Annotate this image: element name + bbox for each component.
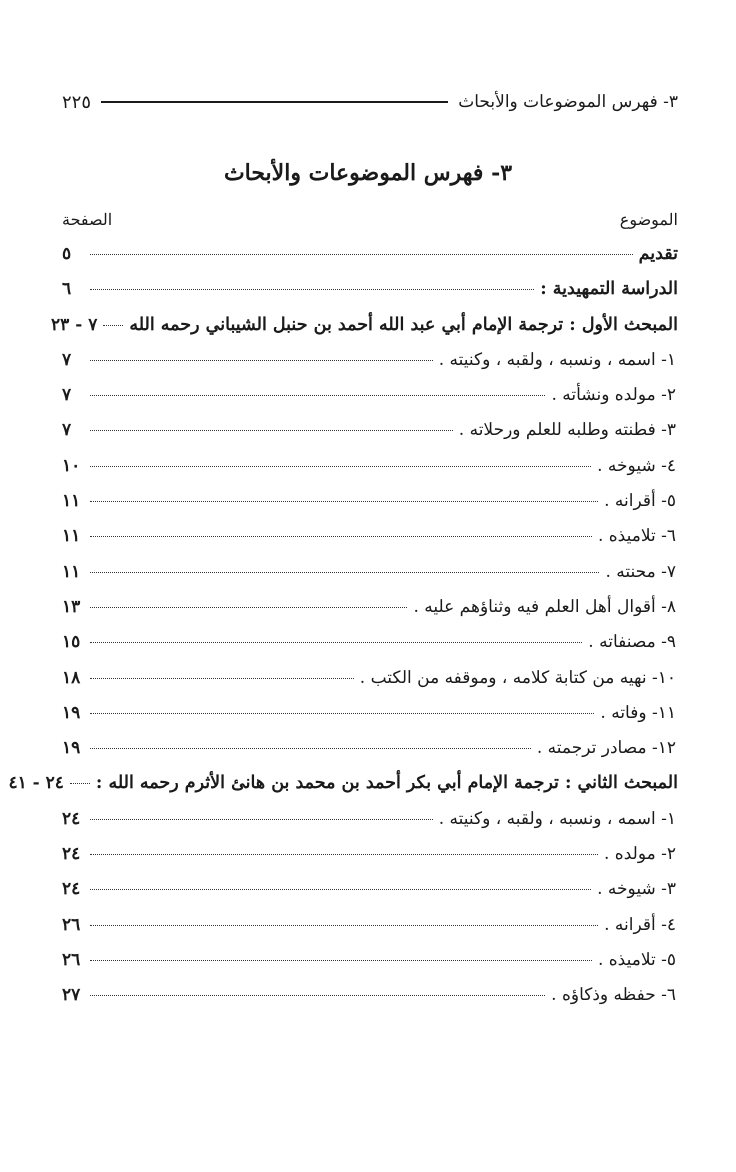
toc-entry-text: ١١- وفاته . xyxy=(600,702,676,723)
toc-entry-page: ٧ xyxy=(62,349,72,370)
toc-entry-text: ١- اسمه ، ونسبه ، ولقبه ، وكنيته . xyxy=(438,349,676,370)
dot-leader xyxy=(90,960,592,961)
running-head-rule xyxy=(101,101,448,103)
toc-entry-page: ٢٧ xyxy=(62,985,81,1006)
toc-entry-page: ١٨ xyxy=(62,667,81,688)
dot-leader xyxy=(90,854,598,855)
toc-heading-row xyxy=(62,244,678,279)
toc-row xyxy=(62,985,678,1020)
page-number: ٢٢٥ xyxy=(62,91,92,113)
toc-entry-text: ٥- أقرانه . xyxy=(604,491,676,512)
toc-entry-text: ٤- أقرانه . xyxy=(604,914,676,935)
toc-row xyxy=(62,597,678,632)
dot-leader xyxy=(90,360,433,361)
running-head-title: ٣- فهرس الموضوعات والأبحاث xyxy=(458,92,678,112)
page-column-header: الصفحة xyxy=(62,210,113,229)
toc-row xyxy=(62,526,678,561)
toc-entry-page: ١٥ xyxy=(62,632,81,653)
toc-entry-page: ١١ xyxy=(62,561,81,582)
toc-entry-text: ٢- مولده . xyxy=(604,844,676,865)
toc-entry-text: ٦- تلاميذه . xyxy=(597,526,676,547)
toc-row xyxy=(62,844,678,879)
running-head xyxy=(62,88,678,116)
toc-entry-page: ٧ xyxy=(62,420,72,441)
dot-leader xyxy=(90,995,545,996)
dot-leader xyxy=(70,783,90,784)
column-headers xyxy=(62,210,678,234)
toc-entry-text: المبحث الثاني : ترجمة الإمام أبي بكر أحمد بن محمد بن هانئ الأثرم رحمه الله : xyxy=(95,773,678,794)
toc-entry-page: ٢٤ - ٤١ xyxy=(8,773,64,794)
page-title: ٣- فهرس الموضوعات والأبحاث xyxy=(223,160,513,186)
dot-leader xyxy=(90,678,354,679)
toc-entry-page: ١٠ xyxy=(62,455,81,476)
toc-entry-page: ٧ xyxy=(62,385,72,406)
toc-row xyxy=(62,350,678,385)
toc-entry-text: ٣- شيوخه . xyxy=(597,879,676,900)
toc-entry-page: ١٩ xyxy=(62,702,81,723)
toc-entry-page: ٢٤ xyxy=(62,808,81,829)
toc-row xyxy=(62,491,678,526)
toc-row xyxy=(62,879,678,914)
toc-row xyxy=(62,915,678,950)
dot-leader xyxy=(90,572,599,573)
toc-row xyxy=(62,809,678,844)
toc-row xyxy=(62,950,678,985)
dot-leader xyxy=(90,607,407,608)
toc-entry-text: ٨- أقوال أهل العلم فيه وثناؤهم عليه . xyxy=(413,596,676,617)
toc-entry-text: ١٢- مصادر ترجمته . xyxy=(536,738,676,759)
toc-entry-page: ١١ xyxy=(62,491,81,512)
toc-entry-page: ١١ xyxy=(62,526,81,547)
toc-row xyxy=(62,562,678,597)
toc-entry-text: الدراسة التمهيدية : xyxy=(540,279,678,300)
toc-entry-text: ٩- مصنفاته . xyxy=(588,632,676,653)
toc-entry-text: ٤- شيوخه . xyxy=(597,455,676,476)
toc-entry-page: ٥ xyxy=(62,244,72,264)
topic-column-header: الموضوع xyxy=(619,210,678,229)
toc-heading-row xyxy=(62,279,678,314)
toc-row xyxy=(62,456,678,491)
toc-entry-page: ٢٦ xyxy=(62,914,81,935)
dot-leader xyxy=(90,925,598,926)
dot-leader xyxy=(90,642,582,643)
dot-leader xyxy=(90,889,591,890)
toc-entry-text: تقديم xyxy=(638,244,678,264)
dot-leader xyxy=(90,713,594,714)
toc-entry-page: ١٣ xyxy=(62,596,81,617)
toc-entry-text: المبحث الأول : ترجمة الإمام أبي عبد الله أحمد بن حنبل الشيباني رحمه الله xyxy=(129,314,678,335)
toc-entry-page: ٢٦ xyxy=(62,949,81,970)
toc-heading-row xyxy=(51,314,678,350)
toc-row xyxy=(62,632,678,667)
toc-entry-page: ٢٤ xyxy=(62,879,81,900)
toc-entry-page: ١٩ xyxy=(62,738,81,759)
toc-row xyxy=(62,668,678,703)
dot-leader xyxy=(90,819,433,820)
toc-heading-row xyxy=(8,773,678,808)
dot-leader xyxy=(90,536,592,537)
dot-leader xyxy=(90,748,531,749)
toc-row xyxy=(62,420,678,455)
toc-entry-page: ٧ - ٢٣ xyxy=(51,314,98,335)
toc-list xyxy=(8,244,678,1021)
toc-entry-page: ٢٤ xyxy=(62,844,81,865)
dot-leader xyxy=(90,466,591,467)
toc-row xyxy=(62,738,678,773)
dot-leader xyxy=(90,395,545,396)
toc-entry-text: ٣- فطنته وطلبه للعلم ورحلاته . xyxy=(458,420,676,441)
dot-leader xyxy=(103,325,123,326)
toc-entry-text: ١- اسمه ، ونسبه ، ولقبه ، وكنيته . xyxy=(438,808,676,829)
toc-entry-text: ٢- مولده ونشأته . xyxy=(551,385,676,406)
toc-row xyxy=(62,703,678,738)
toc-entry-page: ٦ xyxy=(62,279,72,300)
toc-entry-text: ٦- حفظه وذكاؤه . xyxy=(551,985,676,1006)
dot-leader xyxy=(90,289,534,290)
dot-leader xyxy=(90,501,598,502)
dot-leader xyxy=(90,254,633,255)
dot-leader xyxy=(90,430,453,431)
toc-row xyxy=(62,385,678,420)
toc-entry-text: ٥- تلاميذه . xyxy=(597,949,676,970)
toc-entry-text: ١٠- نهيه من كتابة كلامه ، وموقفه من الكتب . xyxy=(359,667,676,688)
toc-entry-text: ٧- محنته . xyxy=(605,561,676,582)
